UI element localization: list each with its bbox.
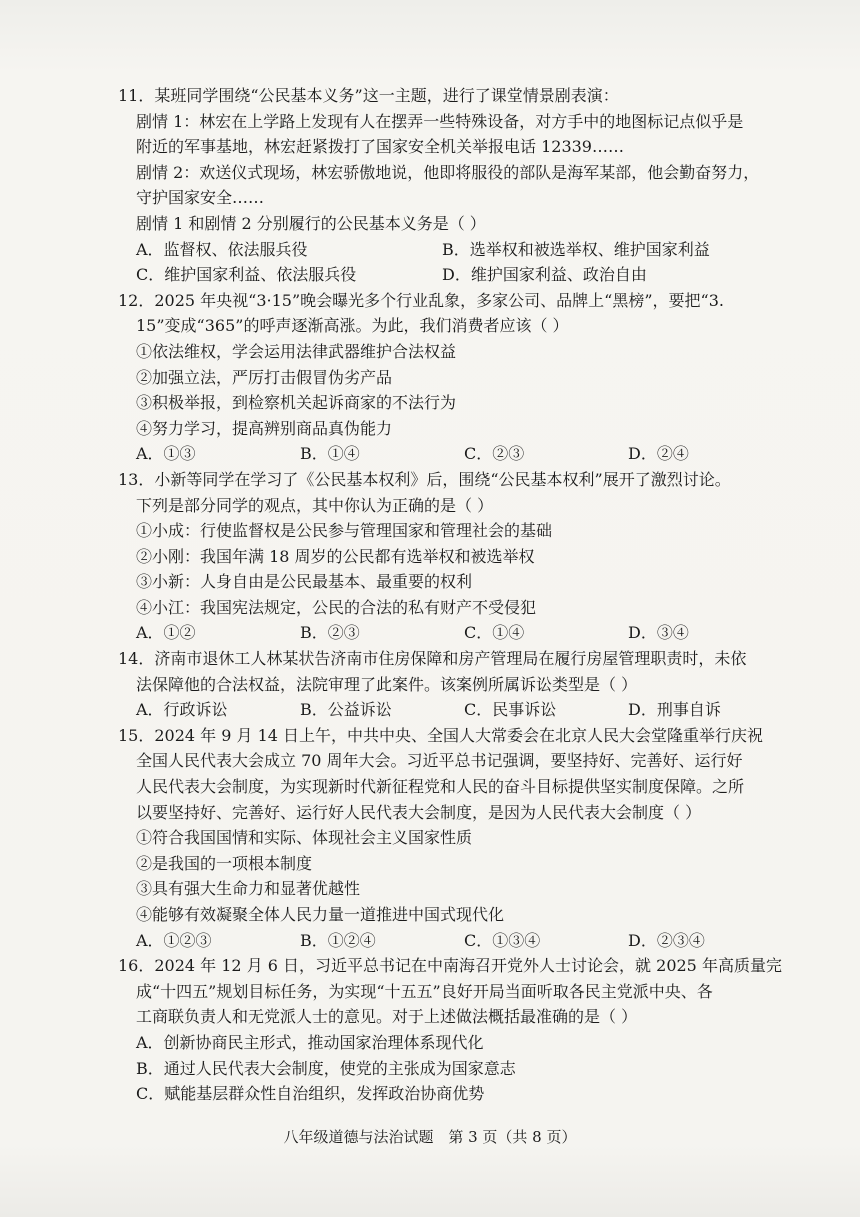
question-text: 以要坚持好、完善好、运行好人民代表大会制度，是因为人民代表大会制度（ ）: [136, 802, 702, 822]
option-a: A．行政诉讼: [136, 700, 228, 720]
footer-title: 八年级道德与法治试题: [283, 1128, 434, 1146]
option-c: C．赋能基层群众性自治组织，发挥政治协商优势: [136, 1084, 485, 1104]
question-text: 守护国家安全……: [136, 188, 265, 208]
question-text: 成“十四五”规划目标任务，为实现“十五五”良好开局当面听取各民主党派中央、各: [136, 981, 713, 1001]
statement: ④小江：我国宪法规定，公民的合法的私有财产不受侵犯: [136, 597, 537, 617]
question-text: 剧情 2：欢送仪式现场，林宏骄傲地说，他即将服役的部队是海军某部，他会勤奋努力，: [136, 162, 760, 182]
option-a: A．①②③: [136, 930, 212, 950]
page-footer: [0, 1126, 860, 1147]
question-12: [118, 288, 830, 467]
option-b: B．通过人民代表大会制度，使党的主张成为国家意志: [136, 1058, 516, 1078]
option-d: D．③④: [628, 623, 689, 643]
statement: ④能够有效凝聚全体人民力量一道推进中国式现代化: [136, 905, 505, 924]
statement: ③具有强大生命力和显著优越性: [136, 879, 361, 899]
option-row: [118, 262, 830, 288]
option-b: B．公益诉讼: [300, 700, 392, 720]
option-d: D．②④: [628, 444, 689, 464]
statement: ②加强立法，严厉打击假冒伪劣产品: [136, 367, 393, 387]
statement: ③积极举报，到检察机关起诉商家的不法行为: [136, 393, 457, 413]
option-d: D．②③④: [628, 930, 705, 950]
option-row: [118, 697, 830, 723]
statement: ①符合我国国情和实际、体现社会主义国家性质: [136, 828, 473, 848]
question-stem: 14．济南市退休工人林某状告济南市住房保障和房产管理局在履行房屋管理职责时，未依: [118, 649, 747, 669]
option-d: D．维护国家利益、政治自由: [442, 265, 647, 285]
question-text: 全国人民代表大会成立 70 周年大会。习近平总书记强调，要坚持好、完善好、运行好: [136, 751, 743, 771]
statement: ③小新：人身自由是公民最基本、最重要的权利: [136, 572, 473, 592]
option-c: C．民事诉讼: [464, 700, 557, 720]
question-text: 附近的军事基地，林宏赶紧拨打了国家安全机关举报电话 12339……: [136, 137, 624, 157]
question-text: 人民代表大会制度，为实现新时代新征程党和人民的奋斗目标提供坚实制度保障。之所: [136, 777, 745, 797]
statement: ①小成：行使监督权是公民参与管理国家和管理社会的基础: [136, 521, 553, 541]
question-stem: 15．2024 年 9 月 14 日上午，中共中央、全国人大常委会在北京人民大会堂隆重举行庆祝: [118, 725, 764, 745]
question-text: 剧情 1：林宏在上学路上发现有人在摆弄一些特殊设备，对方手中的地图标记点似乎是: [136, 111, 744, 131]
question-16: [118, 953, 830, 1107]
option-a: A．①③: [136, 444, 196, 464]
statement: ②是我国的一项根本制度: [136, 853, 313, 873]
option-c: C．①③④: [464, 930, 541, 950]
option-b: B．选举权和被选举权、维护国家利益: [442, 239, 710, 259]
question-11: [118, 83, 830, 288]
question-text: 下列是部分同学的观点，其中你认为正确的是（ ）: [136, 495, 494, 515]
question-stem: 13．小新等同学在学习了《公民基本权利》后，围绕“公民基本权利”展开了激烈讨论。: [118, 469, 731, 489]
question-15: [118, 723, 830, 953]
question-14: [118, 646, 830, 723]
statement: ①依法维权，学会运用法律武器维护合法权益: [136, 341, 457, 361]
option-b: B．①②④: [300, 930, 376, 950]
option-row: [118, 928, 830, 954]
question-13: [118, 467, 830, 646]
question-stem: 12．2025 年央视“3·15”晚会曝光多个行业乱象，多家公司、品牌上“黑榜”，要把“3.: [118, 290, 724, 310]
option-a: A．创新协商民主形式，推动国家治理体系现代化: [136, 1032, 484, 1052]
statement: ②小刚：我国年满 18 周岁的公民都有选举权和被选举权: [136, 546, 535, 566]
option-b: B．①④: [300, 444, 360, 464]
option-b: B．②③: [300, 623, 360, 643]
option-a: A．监督权、依法服兵役: [136, 239, 308, 259]
question-text: 剧情 1 和剧情 2 分别履行的公民基本义务是（ ）: [136, 213, 486, 233]
option-c: C．②③: [464, 444, 525, 464]
question-text: 15”变成“365”的呼声逐渐高涨。为此，我们消费者应该（ ）: [136, 316, 569, 336]
option-row: [118, 620, 830, 646]
option-row: [118, 441, 830, 467]
footer-page-number: 第 3 页（共 8 页）: [448, 1128, 577, 1146]
question-text: 法保障他的合法权益，法院审理了此案件。该案例所属诉讼类型是（ ）: [136, 674, 638, 694]
question-stem: 16．2024 年 12 月 6 日，习近平总书记在中南海召开党外人士讨论会，就 2025 年高质量完: [118, 956, 782, 976]
question-list: [118, 83, 830, 1107]
statement: ④努力学习，提高辨别商品真伪能力: [136, 418, 393, 438]
option-c: C．维护国家利益、依法服兵役: [136, 265, 357, 285]
option-d: D．刑事自诉: [628, 700, 721, 720]
option-row: [118, 237, 830, 263]
option-a: A．①②: [136, 623, 196, 643]
question-stem: 11．某班同学围绕“公民基本义务”这一主题，进行了课堂情景剧表演：: [118, 86, 619, 105]
option-c: C．①④: [464, 623, 525, 643]
question-text: 工商联负责人和无党派人士的意见。对于上述做法概括最准确的是（ ）: [136, 1007, 638, 1027]
